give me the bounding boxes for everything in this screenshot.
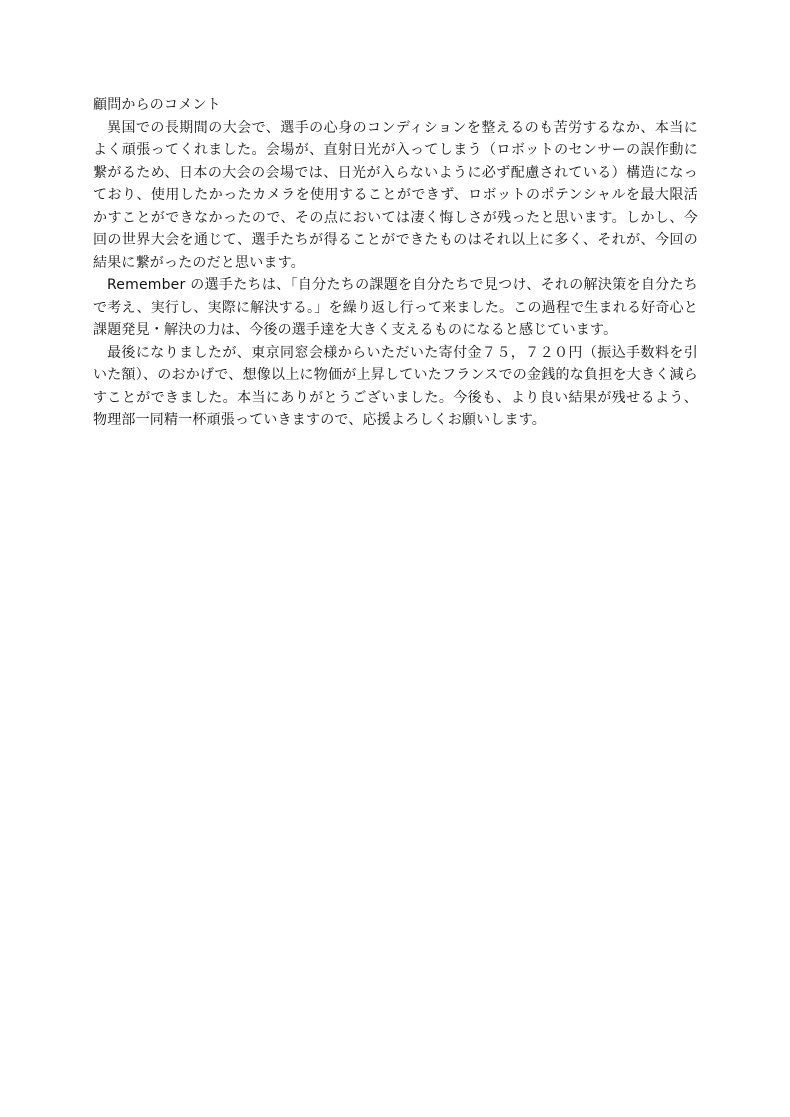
paragraph-tournament-review: 異国での長期間の大会で、選手の心身のコンディションを整えるのも苦労するなか、本当によく頑張ってくれました。会場が、直射日光が入ってしまう（ロボットのセンサーの誤作動に繋がるため、日本の大会の会場では、日光が入らないように必ず配慮されている）構造になっており、使用したかったカメラを使用することができず、ロボットのポテンシャルを最大限活かすことができなかったので、その点においては凄く悔しさが残ったと思います。しかし、今回の世界大会を通じて、選手たちが得ることができたものはそれ以上に多く、それが、今回の結果に繋がったのだと思います。 (93, 119, 698, 271)
section-heading: 顧問からのコメント (93, 97, 221, 113)
paragraph-team-growth: Remember の選手たちは、「自分たちの課題を自分たちで見つけ、それの解決策を自分たちで考え、実行し、実際に解決する。」を繰り返し行って来ました。この過程で生まれる好奇心と課題発見・解決の力は、今後の選手達を大きく支えるものになると感じています。 (93, 277, 698, 338)
paragraph-donation-thanks: 最後になりましたが、東京同窓会様からいただいた寄付金７５，７２０円（振込手数料を引いた額）、のおかげで、想像以上に物価が上昇していたフランスでの金銭的な負担を大きく減らすことができました。本当にありがとうございました。今後も、より良い結果が残せるよう、物理部一同精一杯頑張っていきますので、応援よろしくお願いします。 (93, 344, 698, 428)
comment-section (93, 94, 698, 432)
